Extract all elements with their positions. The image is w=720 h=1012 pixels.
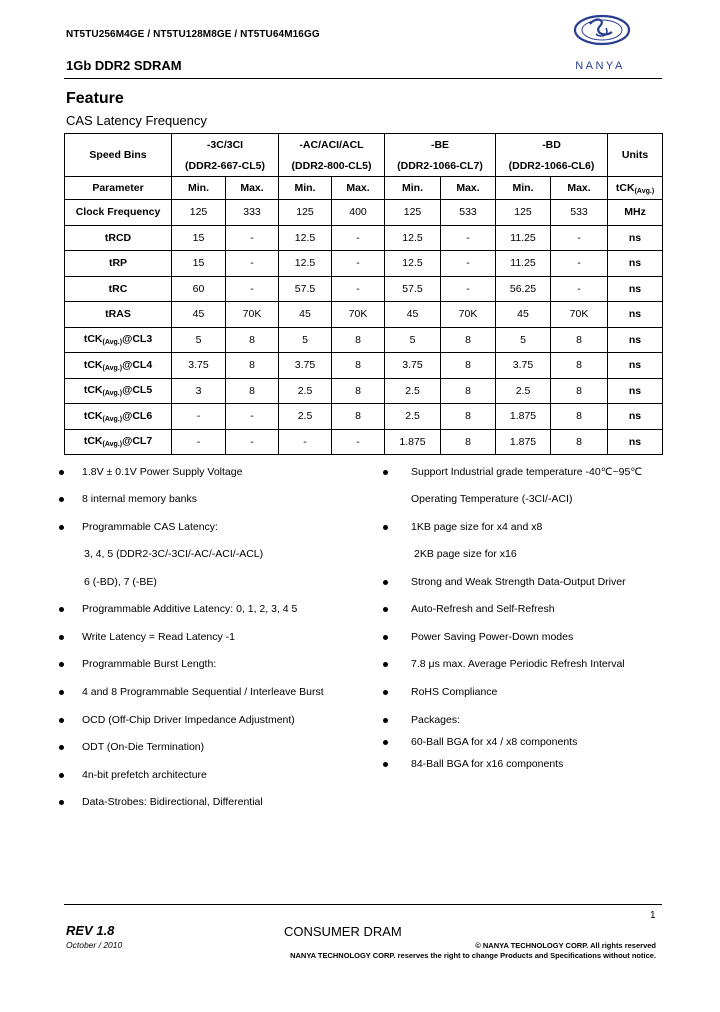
value-cell: -: [551, 251, 608, 277]
value-cell: -: [226, 404, 279, 430]
footer-title: CONSUMER DRAM: [284, 924, 402, 939]
list-item: Support Industrial grade temperature -40℃~95℃: [411, 466, 643, 478]
bin-grade-3: (DDR2-1066-CL7): [385, 155, 496, 177]
max-header: Max.: [332, 177, 385, 200]
value-cell: 8: [551, 404, 608, 430]
list-item: 4 and 8 Programmable Sequential / Interleave Burst: [82, 686, 324, 698]
param-cell: tRP: [65, 251, 172, 277]
table-row: [65, 276, 663, 302]
bin-name-4: -BD: [496, 134, 608, 156]
list-item: ODT (On-Die Termination): [82, 741, 205, 753]
bullet-icon: [383, 718, 388, 723]
parameter-header-row: [65, 177, 663, 200]
value-cell: 2.5: [385, 378, 441, 404]
product-title: 1Gb DDR2 SDRAM: [66, 58, 182, 73]
bullet-icon: [59, 497, 64, 502]
param-cell: [65, 429, 172, 455]
value-cell: -: [441, 251, 496, 277]
value-cell: 5: [496, 327, 551, 353]
value-cell: 70K: [551, 302, 608, 328]
value-cell: 8: [441, 429, 496, 455]
value-cell: -: [226, 276, 279, 302]
value-cell: 5: [172, 327, 226, 353]
unit-cell: ns: [608, 378, 663, 404]
list-item: Strong and Weak Strength Data-Output Driver: [411, 576, 626, 588]
tck-unit-header: [608, 177, 663, 200]
cl-label: @CL3: [122, 333, 153, 346]
value-cell: 45: [496, 302, 551, 328]
param-cell: [65, 353, 172, 379]
value-cell: 57.5: [279, 276, 332, 302]
value-cell: 45: [279, 302, 332, 328]
value-cell: 8: [441, 404, 496, 430]
bullet-icon: [59, 607, 64, 612]
list-item: Data-Strobes: Bidirectional, Differential: [82, 796, 263, 808]
bullet-icon: [383, 580, 388, 585]
tck-sub: (Avg.): [102, 390, 123, 398]
value-cell: 12.5: [279, 251, 332, 277]
unit-cell: ns: [608, 276, 663, 302]
tck-sub: (Avg.): [102, 415, 123, 423]
speed-bins-header: Speed Bins: [65, 134, 172, 177]
value-cell: 8: [551, 378, 608, 404]
part-numbers: NT5TU256M4GE / NT5TU128M8GE / NT5TU64M16GG: [66, 29, 320, 40]
value-cell: 2.5: [496, 378, 551, 404]
bin-grade-1: (DDR2-667-CL5): [172, 155, 279, 177]
value-cell: -: [172, 404, 226, 430]
value-cell: 3.75: [385, 353, 441, 379]
value-cell: -: [441, 276, 496, 302]
unit-cell: ns: [608, 251, 663, 277]
cl-label: @CL6: [122, 409, 153, 422]
value-cell: 45: [385, 302, 441, 328]
value-cell: 12.5: [385, 225, 441, 251]
nanya-logo: [560, 12, 660, 74]
list-item: 60-Ball BGA for x4 / x8 components: [411, 736, 578, 748]
value-cell: 125: [279, 200, 332, 226]
bullet-icon: [383, 662, 388, 667]
bin-name-3: -BE: [385, 134, 496, 156]
unit-cell: ns: [608, 225, 663, 251]
unit-cell: ns: [608, 404, 663, 430]
value-cell: 8: [226, 378, 279, 404]
value-cell: 8: [332, 327, 385, 353]
bullet-icon: [59, 662, 64, 667]
bullet-icon: [59, 690, 64, 695]
bullet-icon: [383, 740, 388, 745]
unit-cell: ns: [608, 429, 663, 455]
value-cell: 8: [226, 353, 279, 379]
param-cell: [65, 404, 172, 430]
bullet-icon: [383, 607, 388, 612]
value-cell: 125: [172, 200, 226, 226]
param-cell: [65, 378, 172, 404]
min-header: Min.: [279, 177, 332, 200]
param-cell: tRAS: [65, 302, 172, 328]
list-item: 4n-bit prefetch architecture: [82, 769, 207, 781]
value-cell: 3: [172, 378, 226, 404]
value-cell: 60: [172, 276, 226, 302]
value-cell: 2.5: [279, 378, 332, 404]
bullet-icon: [59, 470, 64, 475]
value-cell: 3.75: [279, 353, 332, 379]
list-item: 7.8 μs max. Average Periodic Refresh Interval: [411, 658, 625, 670]
value-cell: -: [226, 429, 279, 455]
unit-cell: ns: [608, 327, 663, 353]
header-rule: [64, 78, 662, 79]
param-cell: tRCD: [65, 225, 172, 251]
tck-sub: (Avg.): [102, 441, 123, 449]
bin-name-1: -3C/3CI: [172, 134, 279, 156]
nanya-logo-icon: [560, 12, 660, 74]
value-cell: 45: [172, 302, 226, 328]
value-cell: 125: [385, 200, 441, 226]
bin-grade-2: (DDR2-800-CL5): [279, 155, 385, 177]
value-cell: 1.875: [496, 429, 551, 455]
value-cell: 533: [551, 200, 608, 226]
table-row: [65, 353, 663, 379]
value-cell: 333: [226, 200, 279, 226]
value-cell: 8: [332, 404, 385, 430]
value-cell: -: [332, 251, 385, 277]
min-header: Min.: [496, 177, 551, 200]
value-cell: 400: [332, 200, 385, 226]
list-item: 2KB page size for x16: [414, 548, 517, 560]
value-cell: 2.5: [279, 404, 332, 430]
table-row: [65, 225, 663, 251]
list-item: 8 internal memory banks: [82, 493, 197, 505]
revision-date: October / 2010: [66, 940, 123, 950]
unit-cell: ns: [608, 353, 663, 379]
min-header: Min.: [385, 177, 441, 200]
table-row: [65, 302, 663, 328]
value-cell: 8: [551, 353, 608, 379]
tck-main: tCK: [83, 409, 103, 422]
cl-label: @CL5: [122, 384, 153, 397]
bullet-icon: [383, 690, 388, 695]
value-cell: 56.25: [496, 276, 551, 302]
value-cell: -: [332, 276, 385, 302]
list-item: 3, 4, 5 (DDR2-3C/-3CI/-AC/-ACI/-ACL): [84, 548, 264, 560]
list-item: 6 (-BD), 7 (-BE): [84, 576, 157, 588]
list-item: Packages:: [411, 714, 461, 726]
bullet-icon: [59, 800, 64, 805]
list-item: Write Latency = Read Latency -1: [82, 631, 236, 643]
bullet-icon: [383, 525, 388, 530]
bin-name-2: -AC/ACI/ACL: [279, 134, 385, 156]
table-row: [65, 378, 663, 404]
value-cell: 15: [172, 225, 226, 251]
param-cell: tRC: [65, 276, 172, 302]
value-cell: 3.75: [496, 353, 551, 379]
value-cell: 533: [441, 200, 496, 226]
tck-main: tCK: [83, 384, 103, 397]
section-subtitle: CAS Latency Frequency: [66, 113, 207, 128]
value-cell: -: [332, 429, 385, 455]
table-row: [65, 251, 663, 277]
value-cell: 70K: [226, 302, 279, 328]
list-item: 1.8V ± 0.1V Power Supply Voltage: [82, 466, 243, 478]
value-cell: 11.25: [496, 251, 551, 277]
tck-main: tCK: [83, 435, 103, 448]
value-cell: 12.5: [279, 225, 332, 251]
disclaimer: NANYA TECHNOLOGY CORP. reserves the right to change Products and Specifications without notice.: [290, 951, 656, 960]
bullet-icon: [383, 635, 388, 640]
value-cell: 8: [332, 378, 385, 404]
list-item: Power Saving Power-Down modes: [411, 631, 574, 643]
value-cell: -: [172, 429, 226, 455]
table-row: [65, 404, 663, 430]
value-cell: -: [226, 251, 279, 277]
page-number: 1: [650, 910, 656, 921]
bullet-icon: [59, 525, 64, 530]
list-item: Auto-Refresh and Self-Refresh: [411, 603, 555, 615]
tck-main: tCK: [83, 358, 103, 371]
max-header: Max.: [441, 177, 496, 200]
revision: REV 1.8: [66, 923, 115, 938]
value-cell: 8: [441, 378, 496, 404]
list-item: 84-Ball BGA for x16 components: [411, 758, 564, 770]
table-row: [65, 200, 663, 226]
bullet-icon: [59, 745, 64, 750]
tck-unit-sub: (Avg.): [634, 187, 655, 195]
table-row: [65, 429, 663, 455]
list-item: RoHS Compliance: [411, 686, 498, 698]
table-row: [65, 327, 663, 353]
footer-rule: [64, 904, 662, 905]
param-cell: Clock Frequency: [65, 200, 172, 226]
value-cell: -: [226, 225, 279, 251]
list-item: Programmable Additive Latency: 0, 1, 2, 3, 4 5: [82, 603, 298, 615]
value-cell: 8: [441, 353, 496, 379]
value-cell: -: [441, 225, 496, 251]
logo-text: NANYA: [575, 60, 625, 72]
value-cell: -: [332, 225, 385, 251]
max-header: Max.: [551, 177, 608, 200]
bin-grade-4: (DDR2-1066-CL6): [496, 155, 608, 177]
value-cell: 57.5: [385, 276, 441, 302]
value-cell: 5: [385, 327, 441, 353]
bullet-icon: [383, 470, 388, 475]
copyright: © NANYA TECHNOLOGY CORP. All rights reserved: [475, 941, 656, 950]
value-cell: 8: [332, 353, 385, 379]
cl-label: @CL4: [122, 358, 153, 371]
value-cell: 15: [172, 251, 226, 277]
param-cell: [65, 327, 172, 353]
units-header: Units: [608, 134, 663, 177]
bullet-icon: [59, 773, 64, 778]
value-cell: 70K: [332, 302, 385, 328]
tck-unit-main: tCK: [615, 181, 635, 194]
value-cell: 5: [279, 327, 332, 353]
value-cell: -: [551, 276, 608, 302]
value-cell: 8: [226, 327, 279, 353]
max-header: Max.: [226, 177, 279, 200]
parameter-header: Parameter: [65, 177, 172, 200]
list-item: Operating Temperature (-3CI/-ACI): [411, 493, 573, 505]
value-cell: 70K: [441, 302, 496, 328]
value-cell: 1.875: [385, 429, 441, 455]
tck-sub: (Avg.): [102, 339, 123, 347]
bullet-icon: [59, 718, 64, 723]
list-item: Programmable CAS Latency:: [82, 521, 218, 533]
unit-cell: MHz: [608, 200, 663, 226]
value-cell: 12.5: [385, 251, 441, 277]
min-header: Min.: [172, 177, 226, 200]
value-cell: 3.75: [172, 353, 226, 379]
list-item: Programmable Burst Length:: [82, 658, 217, 670]
value-cell: 8: [441, 327, 496, 353]
value-cell: 8: [551, 327, 608, 353]
bullet-icon: [59, 635, 64, 640]
bullet-icon: [383, 762, 388, 767]
unit-cell: ns: [608, 302, 663, 328]
list-item: 1KB page size for x4 and x8: [411, 521, 543, 533]
value-cell: -: [279, 429, 332, 455]
value-cell: 1.875: [496, 404, 551, 430]
tck-sub: (Avg.): [102, 364, 123, 372]
value-cell: -: [551, 225, 608, 251]
section-title: Feature: [66, 90, 124, 107]
value-cell: 8: [551, 429, 608, 455]
tck-main: tCK: [83, 333, 103, 346]
value-cell: 2.5: [385, 404, 441, 430]
value-cell: 11.25: [496, 225, 551, 251]
cas-latency-table: [64, 133, 663, 455]
list-item: OCD (Off-Chip Driver Impedance Adjustment): [82, 714, 295, 726]
cl-label: @CL7: [122, 435, 153, 448]
value-cell: 125: [496, 200, 551, 226]
